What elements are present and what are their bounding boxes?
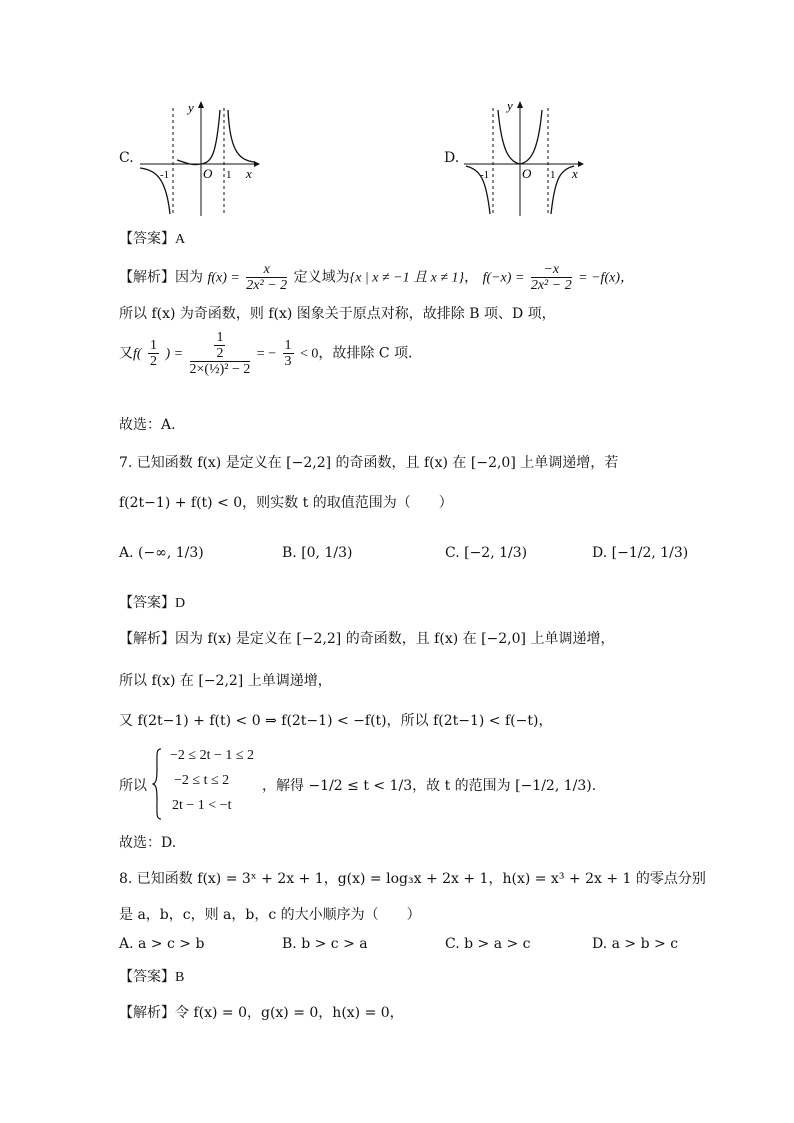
- q6-analysis-line3: 又f( $\frac{1}{2}$ ) = $\frac{\frac{1}{2}}{\text{2×(½)² − 2}}$ = − $\frac{1}{3}$ < 0，故排除 C 项.: [119, 330, 413, 377]
- analysis-tag: 【解析】: [119, 631, 175, 647]
- answer-tag: 【答案】: [119, 595, 175, 611]
- q8-option-c: C. b > a > c: [445, 936, 531, 952]
- q7-analysis-tail: ，解得 −1/2 ≤ t < 1/3，故 t 的范围为 [−1/2, 1/3).: [262, 778, 597, 794]
- q8-option-d: D. a > b > c: [592, 936, 679, 952]
- analysis-tag: 【解析】: [119, 1005, 175, 1021]
- q8-stem-line2: 是 a，b，c，则 a，b，c 的大小顺序为（ ）: [119, 907, 421, 923]
- tick-1: 1: [550, 169, 556, 181]
- answer-value: B: [175, 970, 185, 985]
- q7-option-c: C. [−2, 1/3): [445, 545, 528, 561]
- origin-label: O: [203, 166, 213, 181]
- tick-neg1: -1: [480, 169, 490, 181]
- q7-answer: [119, 592, 185, 612]
- q7-analysis-line3: 又 f(2t−1) + f(t) < 0 ⇒ f(2t−1) < −f(t)，所以 f(2t−1) < f(−t)，: [119, 713, 553, 729]
- q7-choose: 故选：D.: [119, 835, 177, 851]
- q7-option-a: A. (−∞, 1/3): [119, 545, 204, 561]
- axis-x-label: x: [246, 166, 252, 181]
- q8-option-a: A. a > c > b: [119, 936, 205, 952]
- q7-analysis-line1: 【解析】因为 f(x) 是定义在 [−2,2] 的奇函数，且 f(x) 在 [−2,0] 上单调递增，: [119, 631, 615, 647]
- q6-answer: [119, 228, 185, 248]
- axis-y-label: y: [507, 98, 513, 113]
- q8-analysis-line1: 【解析】令 f(x) = 0，g(x) = 0，h(x) = 0，: [119, 1005, 404, 1021]
- system-brace: [152, 748, 162, 820]
- graph-option-d: [460, 98, 590, 222]
- tick-neg1: -1: [160, 169, 170, 181]
- q7-option-d: D. [−1/2, 1/3): [592, 545, 689, 561]
- q7-analysis-lead: 所以: [119, 778, 147, 794]
- nested-fraction: $\frac{\frac{1}{2}}{\text{2×(½)² − 2}}$: [189, 330, 251, 377]
- system-eq3: 2t − 1 < −t: [172, 798, 232, 813]
- analysis-tag: 【解析】: [119, 269, 175, 286]
- answer-tag: 【答案】: [119, 231, 175, 247]
- q8-answer: [119, 966, 184, 986]
- answer-tag: 【答案】: [119, 969, 175, 985]
- q6-choose: 故选：A.: [119, 417, 176, 433]
- q7-stem-line2: f(2t−1) + f(t) < 0，则实数 t 的取值范围为（ ）: [119, 495, 453, 511]
- q8-stem-line1: 8. 已知函数 f(x) = 3ˣ + 2x + 1，g(x) = log₃x + 2x + 1，h(x) = x³ + 2x + 1 的零点分别: [119, 871, 706, 887]
- tick-1: 1: [226, 169, 232, 181]
- answer-value: A: [175, 232, 186, 247]
- graph-option-c: [136, 98, 266, 222]
- system-eq2: −2 ≤ t ≤ 2: [174, 773, 230, 788]
- q7-option-b: B. [0, 1/3): [282, 545, 353, 561]
- option-d-label: D.: [444, 150, 460, 166]
- system-eq1: −2 ≤ 2t − 1 ≤ 2: [170, 748, 255, 763]
- q7-analysis-line2: 所以 f(x) 在 [−2,2] 上单调递增，: [119, 673, 332, 689]
- q7-stem-line1: 7. 已知函数 f(x) 是定义在 [−2,2] 的奇函数，且 f(x) 在 [−2,0] 上单调递增，若: [119, 455, 619, 471]
- axis-x-label: x: [572, 166, 578, 181]
- q6-analysis-line1: 【解析】因为 f(x) = $\frac{x}{\text{2x² − 2}}$ 定义域为{x | x ≠ −1 且 x ≠ 1}， f(−x) = $\frac{-x}{\text{2x² − 2}}$ = −f(x)，: [119, 262, 634, 293]
- answer-value: D: [175, 596, 186, 611]
- q8-option-b: B. b > c > a: [282, 936, 368, 952]
- fraction: $\frac{-x}{\text{2x² − 2}}$: [530, 262, 572, 293]
- fraction: $\frac{x}{\text{2x² − 2}}$: [246, 262, 288, 293]
- axis-y-label: y: [188, 100, 194, 115]
- option-c-label: C.: [119, 150, 134, 166]
- q6-analysis-line2: 所以 f(x) 为奇函数，则 f(x) 图象关于原点对称，故排除 B 项、D 项，: [119, 306, 556, 322]
- origin-label: O: [522, 166, 532, 181]
